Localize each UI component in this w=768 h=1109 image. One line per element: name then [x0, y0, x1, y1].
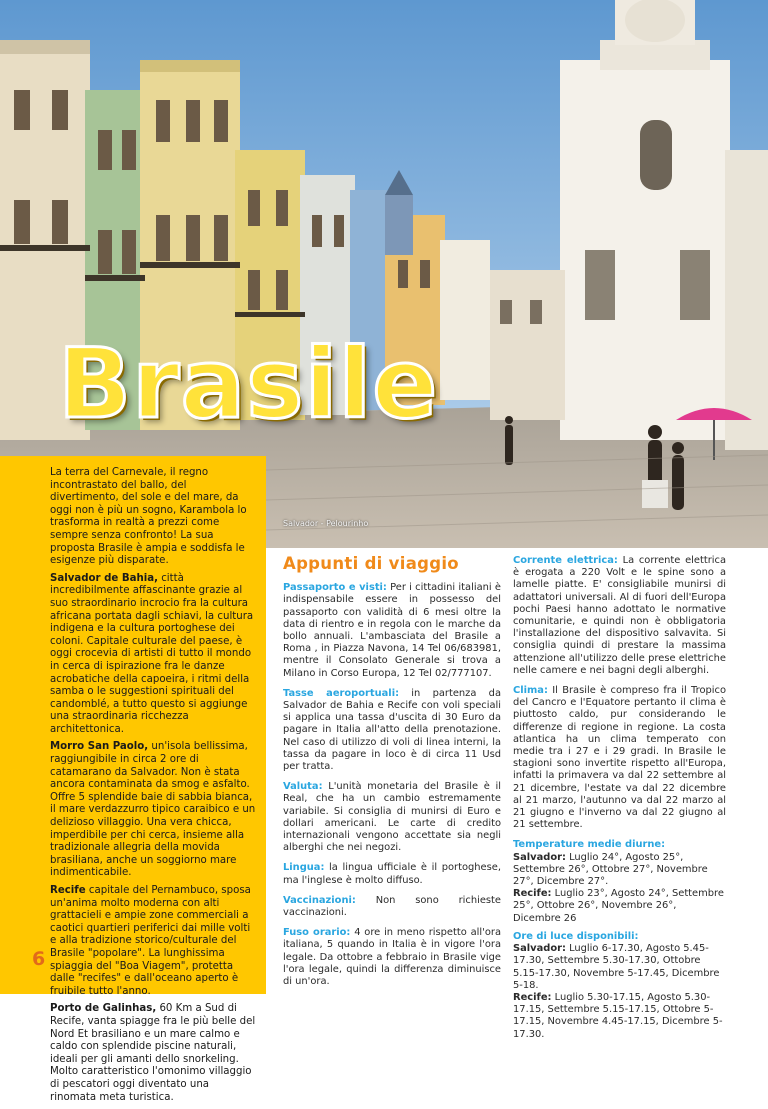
note-text: L'unità monetaria del Brasile è il Real, che ha un cambio estremamente variabile. Si consiglia di munirsi di Euro e dollari americani. Le carte di credito internazionali vengono accettate sia negli alberghi che nei negozi.	[283, 781, 501, 854]
destination-text: capitale del Pernambuco, sposa un'anima molto moderna con alti grattacieli e ampie zone commerciali a caotici quartieri periferici dai mille volti e alla tradizione storico/culturale del Brasile "popolare". La lunghissima spiaggia del "Boa Viagem", protetta dalle "recifes" e dall'oceano aperto è fruibile tutto l'anno.	[50, 885, 251, 997]
destination-text: 60 Km a Sud di Recife, vanta spiagge fra le più belle del Nord Et brasiliano e un mare calmo e caldo con splendide piscine naturali, ideali per gli amanti dello snorkeling. Molto caratteristico l'omonimo villaggio di pescatori oggi diventato una rinomata meta turistica.	[50, 1003, 256, 1103]
city-label: Recife:	[513, 991, 552, 1003]
city-values: Luglio 23°, Agosto 24°, Settembre 25°, Ottobre 26°, Novembre 26°, Dicembre 26	[513, 888, 724, 924]
travel-note	[283, 895, 501, 919]
note-label: Valuta:	[283, 781, 323, 793]
note-text: la lingua ufficiale è il portoghese, ma l'inglese è molto diffuso.	[283, 862, 501, 886]
temperatures-heading: Temperature medie diurne:	[513, 839, 666, 851]
daylight-entry	[513, 943, 726, 992]
note-label: Corrente elettrica:	[513, 555, 618, 566]
destination-name: Recife	[50, 885, 86, 896]
section-heading: Appunti di viaggio	[283, 554, 459, 573]
destination-paragraph	[50, 885, 257, 998]
intro-paragraph: La terra del Carnevale, il regno incontrastato del ballo, del divertimento, del sole e del mare, da oggi non è più un sogno, Karambola lo trasforma in realtà a prezzi come sempre senza confronto! La sua proposta Brasile è ampia e soddisfa le esigenze più disparate.	[50, 467, 247, 567]
note-label: Fuso orario:	[283, 927, 351, 939]
note-text: in partenza da Salvador de Bahia e Recife con voli speciali si applica una tassa d'uscita di 30 Euro da pagare in Italia all'atto della prenotazione. Nel caso di utilizzo di voli di linea interni, la tassa da pagare in loco è di circa 11 Usd per tratta.	[283, 687, 502, 773]
temperature-entry	[513, 852, 726, 889]
note-label: Vaccinazioni:	[283, 894, 356, 906]
travel-note	[283, 927, 501, 988]
note-text: Per i cittadini italiani è indispensabile essere in possesso del passaporto con validità di 6 mesi oltre la data di rientro e in regola con le marche da bollo annuali. L'ambasciata del Brasile a Roma , in Piazza Navona, 14 Tel 06/683981, mentre il Consolato Generale si trova a Milano in Corso Europa, 12 Tel 02/777107.	[283, 582, 501, 679]
note-text: Il Brasile è compreso fra il Tropico del Cancro e l'Equatore pertanto il clima è piuttosto caldo, pur considerando le differenze di regione in regione. La costa atlantica ha un clima temperato con medie tra i 27 e i 29 gradi. In Brasile le stagioni sono invertite rispetto all'Europa, infatti la primavera va dal 22 settembre al 21 dicembre, l'estate va dal 22 dicembre al 21 marzo, l'autunno va dal 22 marzo al 21 giugno e l'inverno va dal 22 giugno al 21 settembre.	[513, 685, 726, 831]
city-label: Salvador:	[513, 943, 566, 955]
destination-text: un'isola bellissima, raggiungibile in circa 2 ore di catamarano da Salvador. Non è stata ancora contaminata da smog e asfalto. Offre 5 splendide baie di sabbia bianca, il mare verdazzurro tipico caraibico e un delizioso villaggio. Una vera chicca, imperdibile per chi cerca, insieme alla tradizionale allegria della movida brasiliana, anche un soggiorno mare indimenticabile.	[50, 741, 256, 879]
destination-paragraph	[50, 1003, 257, 1104]
note-label: Lingua:	[283, 862, 325, 874]
daylight-entry	[513, 992, 726, 1041]
photo-caption: Salvador - Pelourinho	[283, 519, 369, 528]
note-text: 4 ore in meno rispetto all'ora italiana, 5 quando in Italia è in vigore l'ora legale. Da ottobre a febbraio in Brasile vige l'ora legale, quindi la differenza diminuisce di un'ora.	[283, 927, 501, 988]
city-values: Luglio 6-17.30, Agosto 5.45-17.30, Settembre 5.30-17.30, Ottobre 5.15-17.30, Novembre 5-17.45, Dicembre 5-18.	[513, 943, 720, 991]
note-text: La corrente elettrica è erogata a 220 Volt e le spine sono a lamelle piatte. E' consigliabile munirsi di adattatori universali. Al di fuori dell'Europa pochi Paesi hanno adottato le normative comunitarie, e quindi non è obbligatoria l'installazione del dispositivo salvavita. Si consiglia quindi di prestare la massima attenzione all'utilizzo delle prese elettriche nelle camere e nei bagni degli alberghi.	[513, 555, 726, 676]
destination-name: Morro San Paolo,	[50, 741, 149, 753]
note-label: Tasse aeroportuali:	[283, 687, 400, 699]
info-column	[513, 555, 726, 1041]
page-title: Brasile	[58, 328, 439, 440]
city-values: Luglio 24°, Agosto 25°, Settembre 26°, Ottobre 27°, Novembre 27°, Dicembre 27°.	[513, 851, 708, 888]
note-label: Clima:	[513, 685, 548, 697]
daylight-heading: Ore di luce disponibili:	[513, 930, 639, 942]
city-label: Recife:	[513, 888, 552, 900]
destination-paragraph	[50, 741, 257, 880]
travel-note	[513, 555, 726, 677]
destination-name: Salvador de Bahia,	[50, 572, 158, 584]
destination-text: città incredibilmente affascinante grazie al suo straordinario incrocio fra la cultura africana portata dagli schiavi, la cultura indigena e la cultura portoghese dei coloni. Capitale culturale del paese, è oggi crocevia di artisti di tutto il mondo in cerca di ispirazione fra le danze acrobatiche della capoeira, i ritmi della samba o le suggestioni spirituali del candomblé, a tutto questo si aggiunge una straordinaria ricchezza architettonica.	[50, 572, 254, 735]
note-label: Passaporto e visti:	[283, 582, 387, 594]
city-values: Luglio 5.30-17.15, Agosto 5.30-17.15, Settembre 5.15-17.15, Ottobre 5-17.15, Novembre 4.45-17.15, Dicembre 5-17.30.	[513, 991, 723, 1040]
note-text: Non sono richieste vaccinazioni.	[283, 894, 501, 919]
travel-note	[283, 862, 501, 886]
travel-note	[283, 781, 501, 854]
city-label: Salvador:	[513, 851, 566, 863]
travel-note	[283, 582, 501, 680]
temperature-entry	[513, 888, 726, 925]
travel-note	[283, 688, 501, 773]
page-number: 6	[32, 948, 46, 970]
travel-notes-column	[283, 555, 501, 996]
destination-paragraph	[50, 573, 257, 737]
destination-name: Porto de Galinhas,	[50, 1003, 157, 1015]
travel-note	[513, 685, 726, 831]
intro-text-block	[50, 467, 257, 1109]
